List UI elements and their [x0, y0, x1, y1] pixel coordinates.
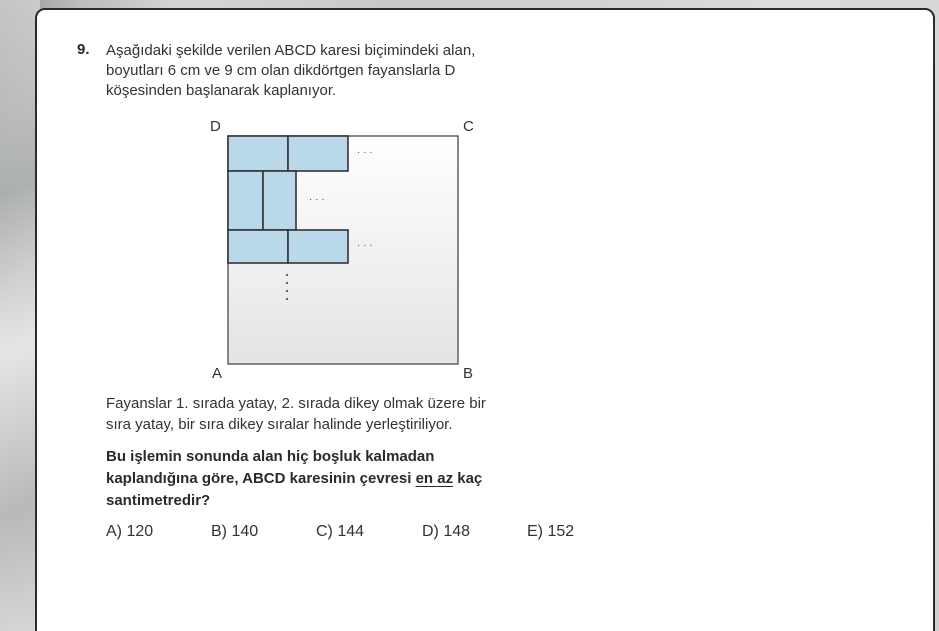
tiling-diagram [205, 118, 495, 386]
question-prompt [106, 446, 606, 512]
question-line-3: köşesinden başlanarak kaplanıyor. [106, 82, 337, 99]
description-line-1: Fayanslar 1. sırada yatay, 2. sırada dikey olmak üzere bir [106, 395, 486, 412]
ellipsis-row3: · · · [357, 240, 373, 251]
tiling-figure [205, 118, 495, 386]
question-line-2: boyutları 6 cm ve 9 cm olan dikdörtgen fayanslarla D [106, 62, 456, 79]
prompt-line-3: santimetredir? [106, 492, 211, 509]
corner-label-b: B [463, 365, 474, 382]
choice-e[interactable]: E) 152 [527, 523, 575, 540]
choice-a[interactable]: A) 120 [106, 523, 154, 540]
prompt-line-1: Bu işlemin sonunda alan hiç boşluk kalmadan [106, 448, 435, 465]
description-line-2: sıra yatay, bir sıra dikey sıralar halinde yerleştiriliyor. [106, 416, 453, 433]
corner-label-d: D [210, 118, 221, 135]
tile-row2-2 [263, 171, 296, 230]
choice-c[interactable]: C) 144 [316, 523, 365, 540]
choice-b[interactable]: B) 140 [211, 523, 259, 540]
prompt-line-2-end: kaç [453, 470, 483, 487]
tile-row1-1 [228, 136, 288, 171]
question-number: 9. [77, 41, 90, 58]
tile-row3-2 [288, 230, 348, 263]
tile-row1-2 [288, 136, 348, 171]
prompt-line-2-start: kaplandığına göre, ABCD karesinin çevresi [106, 470, 416, 487]
prompt-line-2 [106, 468, 606, 490]
background-stripe [0, 0, 40, 631]
choice-d[interactable]: D) 148 [422, 523, 471, 540]
question-text [106, 41, 586, 101]
tile-row2-1 [228, 171, 263, 230]
prompt-emphasis: en az [415, 470, 454, 487]
corner-label-c: C [463, 118, 474, 135]
tile-row3-1 [228, 230, 288, 263]
question-line-1: Aşağıdaki şekilde verilen ABCD karesi biçimindeki alan, [106, 42, 476, 59]
tiling-description [106, 393, 596, 435]
corner-label-a: A [212, 365, 223, 382]
ellipsis-row2: · · · [309, 194, 325, 205]
ellipsis-row1: · · · [357, 147, 373, 158]
